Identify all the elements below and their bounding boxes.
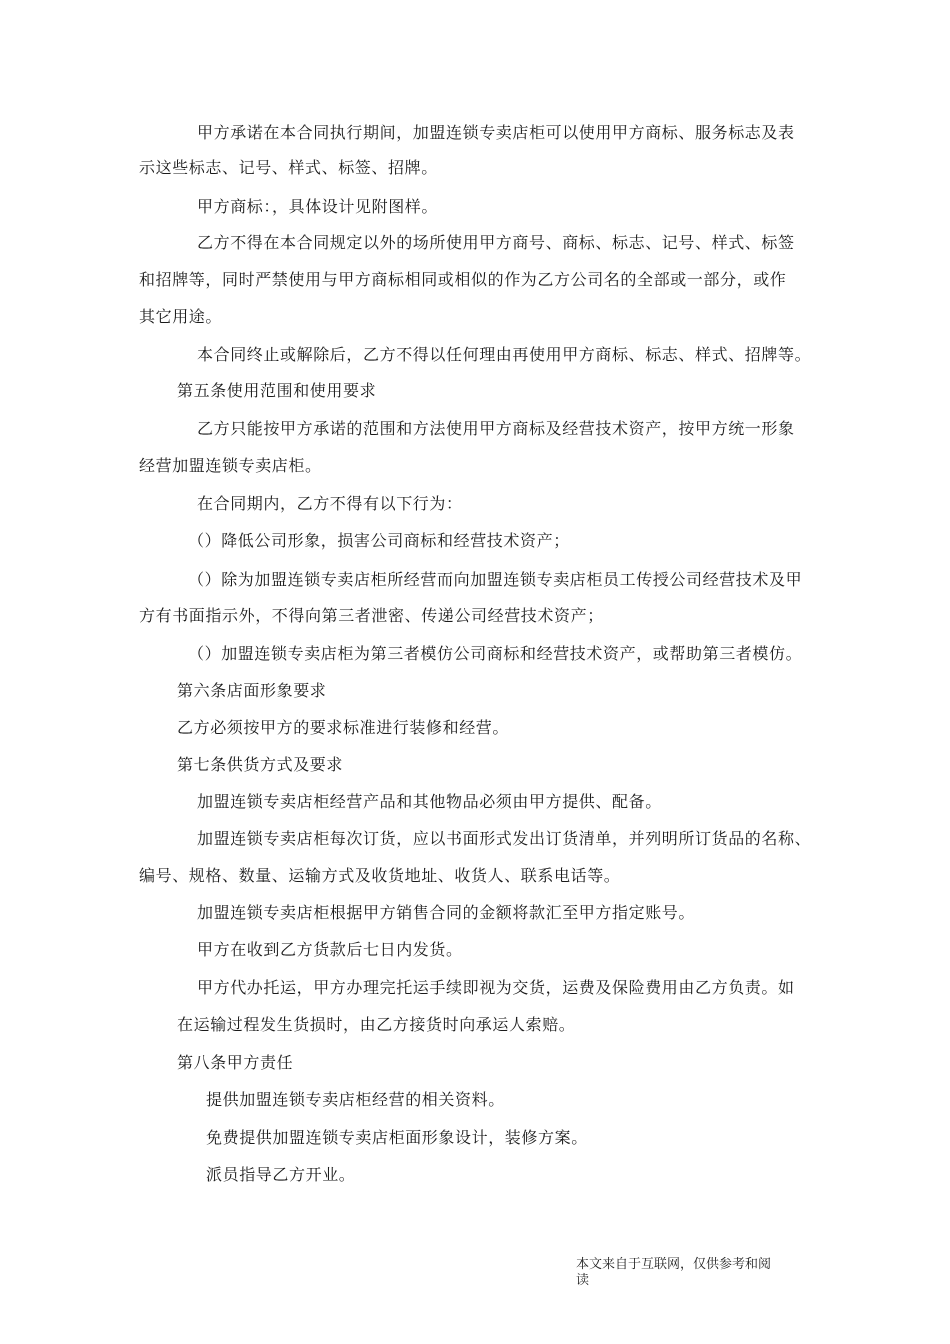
paragraph-line: 乙方不得在本合同规定以外的场所使用甲方商号、商标、标志、记号、样式、标签 <box>197 233 795 252</box>
paragraph-line: 加盟连锁专卖店柜根据甲方销售合同的金额将款汇至甲方指定账号。 <box>197 903 696 922</box>
paragraph-line: 加盟连锁专卖店柜经营产品和其他物品必须由甲方提供、配备。 <box>197 792 662 811</box>
list-item: （）除为加盟连锁专卖店柜所经营而向加盟连锁专卖店柜员工传授公司经营技术及甲 <box>188 570 803 589</box>
paragraph-line: 甲方在收到乙方货款后七日内发货。 <box>197 940 463 959</box>
paragraph-line: 派员指导乙方开业。 <box>206 1165 356 1184</box>
paragraph-line: 甲方承诺在本合同执行期间，加盟连锁专卖店柜可以使用甲方商标、服务标志及表 <box>197 123 795 142</box>
footer-note <box>576 1257 791 1289</box>
paragraph-line: 在运输过程发生货损时，由乙方接货时向承运人索赔。 <box>177 1015 576 1034</box>
paragraph-line: 乙方必须按甲方的要求标准进行装修和经营。 <box>177 718 510 737</box>
section-heading: 第五条使用范围和使用要求 <box>177 381 377 400</box>
paragraph-line: 和招牌等，同时严禁使用与甲方商标相同或相似的作为乙方公司名的全部或一部分，或作 <box>139 270 787 289</box>
paragraph-line: 加盟连锁专卖店柜每次订货，应以书面形式发出订货清单，并列明所订货品的名称、 <box>197 829 812 848</box>
list-item: （）加盟连锁专卖店柜为第三者模仿公司商标和经营技术资产，或帮助第三者模仿。 <box>188 644 803 663</box>
section-heading: 第八条甲方责任 <box>177 1053 294 1072</box>
paragraph-line: 甲方商标：，具体设计见附图样。 <box>197 197 439 216</box>
paragraph-line: 提供加盟连锁专卖店柜经营的相关资料。 <box>206 1090 505 1109</box>
paragraph-line: 在合同期内，乙方不得有以下行为： <box>197 494 463 513</box>
section-heading: 第六条店面形象要求 <box>177 681 327 700</box>
paragraph-line: 乙方只能按甲方承诺的范围和方法使用甲方商标及经营技术资产，按甲方统一形象 <box>197 419 795 438</box>
paragraph-line: 经营加盟连锁专卖店柜。 <box>139 456 322 475</box>
paragraph-line: 示这些标志、记号、样式、标签、招牌。 <box>139 158 438 177</box>
list-item: 方有书面指示外，不得向第三者泄密、传递公司经营技术资产； <box>139 606 604 625</box>
section-heading: 第七条供货方式及要求 <box>177 755 344 774</box>
footer-line-1: 本文来自于互联网，仅供参考和阅 <box>576 1257 772 1272</box>
paragraph-line: 其它用途。 <box>139 307 223 326</box>
list-item: （）降低公司形象，损害公司商标和经营技术资产； <box>188 531 570 550</box>
paragraph-line: 本合同终止或解除后，乙方不得以任何理由再使用甲方商标、标志、样式、招牌等。 <box>197 345 812 364</box>
paragraph-line: 甲方代办托运，甲方办理完托运手续即视为交货，运费及保险费用由乙方负责。如 <box>197 978 795 997</box>
footer-line-2: 读 <box>576 1273 590 1288</box>
paragraph-line: 编号、规格、数量、运输方式及收货地址、收货人、联系电话等。 <box>139 866 621 885</box>
paragraph-line: 免费提供加盟连锁专卖店柜面形象设计，装修方案。 <box>206 1128 588 1147</box>
